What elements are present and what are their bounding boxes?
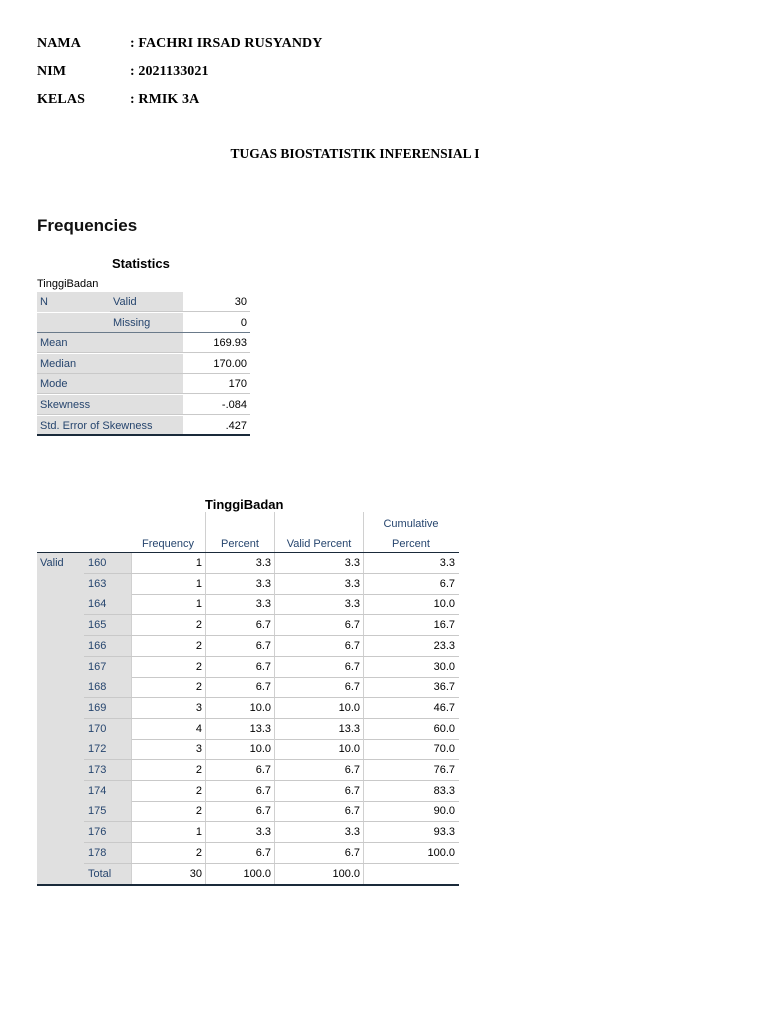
frequency-column-divider — [363, 801, 364, 822]
frequency-column-divider — [131, 781, 132, 802]
frequency-valid-percent: 10.0 — [338, 701, 360, 714]
frequency-cumulative-percent: 46.7 — [433, 701, 455, 714]
frequency-column-divider — [363, 553, 364, 574]
frequency-column-divider — [363, 822, 364, 843]
name-label: NAMA — [37, 36, 81, 51]
frequency-column-divider — [131, 657, 132, 678]
statistics-label: N — [40, 296, 48, 308]
frequency-row — [37, 843, 459, 864]
statistics-sublabel: Missing — [113, 316, 151, 329]
frequency-cumulative-percent: 60.0 — [433, 722, 455, 735]
frequency-column-divider — [363, 719, 364, 740]
frequency-column-divider — [363, 677, 364, 698]
frequency-count: 2 — [195, 619, 202, 632]
frequency-column-divider — [274, 843, 275, 864]
frequency-cumulative-percent: 90.0 — [433, 805, 455, 818]
frequency-cumulative-percent: 83.3 — [433, 784, 455, 797]
frequency-percent: 3.3 — [255, 577, 271, 590]
frequency-column-divider — [274, 677, 275, 698]
statistics-row — [37, 313, 250, 333]
frequency-row — [37, 594, 459, 615]
frequency-percent: 6.7 — [255, 784, 271, 797]
col-frequency: Frequency — [142, 538, 194, 550]
frequency-column-divider — [205, 822, 206, 843]
frequency-valid-percent: 6.7 — [344, 639, 360, 652]
frequency-column-divider — [131, 698, 132, 719]
frequency-valid-percent: 13.3 — [338, 722, 360, 735]
frequency-label-cell — [37, 781, 131, 802]
frequency-row — [37, 698, 459, 719]
nim-value: : 2021133021 — [130, 64, 209, 79]
frequency-count: 2 — [195, 639, 202, 652]
frequency-percent: 6.7 — [255, 805, 271, 818]
statistics-label: Mode — [40, 378, 68, 391]
frequency-label-cell — [37, 574, 131, 595]
frequency-row — [37, 574, 459, 595]
frequency-count: 2 — [195, 846, 202, 859]
frequency-column-divider — [363, 636, 364, 657]
statistics-sublabel: Valid — [113, 296, 137, 308]
frequency-cumulative-percent: 3.3 — [439, 557, 455, 569]
frequency-group-label: Valid — [40, 557, 64, 569]
frequency-column-divider — [274, 760, 275, 781]
frequency-value-label: 174 — [88, 784, 107, 797]
frequency-column-divider — [131, 594, 132, 615]
frequency-header-divider — [205, 512, 206, 552]
frequency-row — [37, 801, 459, 822]
frequency-column-divider — [363, 739, 364, 760]
frequency-column-divider — [363, 864, 364, 885]
frequency-column-divider — [205, 719, 206, 740]
frequency-row — [37, 760, 459, 781]
frequency-column-divider — [274, 781, 275, 802]
frequency-count: 2 — [195, 805, 202, 818]
frequency-column-divider — [205, 781, 206, 802]
frequency-header-divider — [363, 512, 364, 552]
frequency-count: 2 — [195, 660, 202, 673]
frequency-column-divider — [274, 698, 275, 719]
frequency-table — [37, 512, 459, 884]
frequency-count: 4 — [195, 722, 202, 735]
frequency-column-divider — [363, 760, 364, 781]
frequency-row — [37, 677, 459, 698]
frequency-value-label: 167 — [88, 660, 107, 673]
frequency-valid-percent: 3.3 — [344, 557, 360, 569]
statistics-value: .427 — [225, 419, 247, 432]
frequency-row — [37, 864, 459, 885]
frequency-column-divider — [274, 553, 275, 574]
frequency-valid-percent: 6.7 — [344, 846, 360, 859]
frequency-cumulative-percent: 23.3 — [433, 639, 455, 652]
frequency-value-label: 168 — [88, 681, 107, 694]
frequency-column-divider — [131, 864, 132, 885]
frequency-value-label: 178 — [88, 846, 107, 859]
frequency-label-cell — [37, 698, 131, 719]
statistics-value: -.084 — [221, 399, 247, 411]
frequency-column-divider — [205, 864, 206, 885]
frequency-label-cell — [37, 677, 131, 698]
frequency-percent: 10.0 — [249, 743, 271, 756]
statistics-row — [37, 374, 250, 394]
frequency-cumulative-percent: 10.0 — [433, 598, 455, 611]
frequency-label-cell — [37, 864, 131, 885]
statistics-variable: TinggiBadan — [37, 278, 99, 290]
frequency-count: 1 — [195, 557, 202, 569]
statistics-value: 30 — [234, 296, 247, 308]
frequency-row — [37, 822, 459, 843]
frequency-value-label: 176 — [88, 826, 107, 839]
statistics-label-cell — [37, 313, 183, 333]
frequency-column-divider — [205, 843, 206, 864]
frequency-column-divider — [363, 574, 364, 595]
kelas-value: : RMIK 3A — [130, 92, 200, 107]
frequency-valid-percent: 3.3 — [344, 826, 360, 839]
frequency-column-divider — [131, 739, 132, 760]
frequency-cumulative-percent: 30.0 — [433, 660, 455, 673]
frequency-row — [37, 739, 459, 760]
statistics-label-cell — [37, 292, 183, 312]
frequency-label-cell — [37, 739, 131, 760]
frequency-value-label: 165 — [88, 619, 107, 632]
frequency-cumulative-percent: 76.7 — [433, 764, 455, 776]
col-cumulative-top: Cumulative — [383, 518, 439, 530]
frequency-row — [37, 615, 459, 636]
frequency-column-divider — [363, 657, 364, 678]
frequency-column-divider — [274, 615, 275, 636]
kelas-label: KELAS — [37, 92, 85, 107]
frequency-cumulative-percent: 16.7 — [433, 619, 455, 632]
frequency-valid-percent: 10.0 — [338, 743, 360, 756]
document-title: TUGAS BIOSTATISTIK INFERENSIAL I — [230, 146, 480, 161]
name-value: : FACHRI IRSAD RUSYANDY — [130, 36, 323, 51]
frequency-count: 2 — [195, 764, 202, 776]
frequency-column-divider — [205, 801, 206, 822]
frequency-label-cell — [37, 594, 131, 615]
statistics-title: Statistics — [112, 256, 170, 271]
frequency-column-divider — [274, 657, 275, 678]
frequency-cumulative-percent: 36.7 — [433, 681, 455, 694]
frequency-cumulative-percent: 93.3 — [433, 826, 455, 839]
frequency-label-cell — [37, 657, 131, 678]
frequency-value-label: 164 — [88, 598, 107, 611]
frequency-column-divider — [205, 760, 206, 781]
frequency-value-label: 175 — [88, 805, 107, 818]
frequency-column-divider — [131, 574, 132, 595]
statistics-row — [37, 292, 250, 312]
statistics-value: 0 — [240, 316, 247, 329]
frequency-column-divider — [205, 636, 206, 657]
frequency-column-divider — [205, 677, 206, 698]
frequency-count: 1 — [195, 598, 202, 611]
statistics-row — [37, 333, 250, 353]
frequency-column-divider — [131, 719, 132, 740]
frequency-count: 3 — [195, 701, 202, 714]
frequency-label-cell — [37, 760, 131, 781]
statistics-value: 169.93 — [213, 337, 247, 350]
frequency-label-cell — [37, 636, 131, 657]
frequency-value-label: 173 — [88, 764, 107, 776]
statistics-label: Skewness — [40, 399, 91, 411]
frequency-percent: 6.7 — [255, 639, 271, 652]
frequency-value-label: 163 — [88, 577, 107, 590]
frequency-column-divider — [131, 843, 132, 864]
frequency-valid-percent: 6.7 — [344, 619, 360, 632]
frequency-label-cell — [37, 822, 131, 843]
frequency-label-cell — [37, 615, 131, 636]
frequency-column-divider — [205, 574, 206, 595]
frequency-label-cell — [37, 801, 131, 822]
statistics-bottom-border — [37, 434, 250, 436]
frequency-cumulative-percent: 70.0 — [433, 743, 455, 756]
statistics-row — [37, 395, 250, 415]
frequency-column-divider — [363, 594, 364, 615]
frequency-valid-percent: 3.3 — [344, 598, 360, 611]
frequency-column-divider — [274, 864, 275, 885]
frequency-count: 1 — [195, 826, 202, 839]
frequency-percent: 6.7 — [255, 660, 271, 673]
frequency-valid-percent: 3.3 — [344, 577, 360, 590]
statistics-label: Median — [40, 357, 77, 370]
frequency-percent: 6.7 — [255, 619, 271, 632]
frequency-column-divider — [274, 822, 275, 843]
frequency-column-divider — [274, 594, 275, 615]
statistics-table — [37, 292, 250, 436]
frequencies-heading: Frequencies — [37, 216, 138, 235]
frequency-column-divider — [131, 636, 132, 657]
statistics-label: Std. Error of Skewness — [40, 419, 153, 432]
frequency-row — [37, 553, 459, 574]
frequency-column-divider — [274, 801, 275, 822]
nim-label: NIM — [37, 64, 67, 79]
col-percent: Percent — [221, 538, 259, 550]
frequency-cumulative-percent: 100.0 — [427, 846, 455, 859]
frequency-count: 1 — [195, 577, 202, 590]
frequency-column-divider — [205, 594, 206, 615]
frequency-label-cell — [37, 843, 131, 864]
frequency-column-divider — [205, 698, 206, 719]
frequency-column-divider — [363, 615, 364, 636]
frequency-column-divider — [363, 843, 364, 864]
frequency-valid-percent: 100.0 — [332, 867, 360, 880]
frequency-valid-percent: 6.7 — [344, 764, 360, 776]
statistics-row — [37, 354, 250, 374]
frequency-count: 3 — [195, 743, 202, 756]
frequency-count: 30 — [189, 867, 202, 880]
frequency-valid-percent: 6.7 — [344, 805, 360, 818]
frequency-percent: 10.0 — [249, 701, 271, 714]
statistics-label: Mean — [40, 337, 68, 350]
frequency-column-divider — [131, 677, 132, 698]
frequency-column-divider — [205, 553, 206, 574]
frequency-row — [37, 719, 459, 740]
frequency-percent: 6.7 — [255, 681, 271, 694]
frequency-count: 2 — [195, 681, 202, 694]
frequency-header-divider — [274, 512, 275, 552]
frequency-row — [37, 781, 459, 802]
frequency-column-divider — [205, 657, 206, 678]
frequency-table-title: TinggiBadan — [205, 497, 284, 512]
frequency-value-label: Total — [88, 867, 112, 880]
statistics-row — [37, 416, 250, 436]
frequency-percent: 3.3 — [255, 557, 271, 569]
frequency-valid-percent: 6.7 — [344, 660, 360, 673]
frequency-column-divider — [131, 801, 132, 822]
frequency-cumulative-percent: 6.7 — [439, 577, 455, 590]
frequency-column-divider — [274, 574, 275, 595]
frequency-valid-percent: 6.7 — [344, 681, 360, 694]
frequency-label-cell — [37, 719, 131, 740]
statistics-value: 170 — [228, 378, 247, 391]
frequency-column-divider — [274, 739, 275, 760]
frequency-value-label: 172 — [88, 743, 107, 756]
frequency-percent: 6.7 — [255, 764, 271, 776]
frequency-valid-percent: 6.7 — [344, 784, 360, 797]
frequency-row — [37, 657, 459, 678]
frequency-row — [37, 636, 459, 657]
frequency-value-label: 166 — [88, 639, 107, 652]
frequency-percent: 13.3 — [249, 722, 271, 735]
frequency-value-label: 169 — [88, 701, 107, 714]
col-valid-percent: Valid Percent — [286, 538, 352, 550]
frequency-value-label: 160 — [88, 557, 107, 569]
frequency-percent: 100.0 — [243, 867, 271, 880]
frequency-column-divider — [274, 719, 275, 740]
frequency-column-divider — [205, 739, 206, 760]
frequency-bottom-border — [37, 884, 459, 886]
frequency-value-label: 170 — [88, 722, 107, 735]
frequency-percent: 6.7 — [255, 846, 271, 859]
frequency-column-divider — [131, 615, 132, 636]
frequency-percent: 3.3 — [255, 598, 271, 611]
frequency-column-divider — [205, 615, 206, 636]
frequency-column-divider — [131, 822, 132, 843]
frequency-column-divider — [363, 698, 364, 719]
col-cumulative-bottom: Percent — [392, 538, 430, 550]
frequency-count: 2 — [195, 784, 202, 797]
statistics-value: 170.00 — [213, 357, 247, 370]
frequency-column-divider — [274, 636, 275, 657]
frequency-column-divider — [131, 760, 132, 781]
frequency-column-divider — [131, 553, 132, 574]
frequency-column-divider — [363, 781, 364, 802]
frequency-percent: 3.3 — [255, 826, 271, 839]
